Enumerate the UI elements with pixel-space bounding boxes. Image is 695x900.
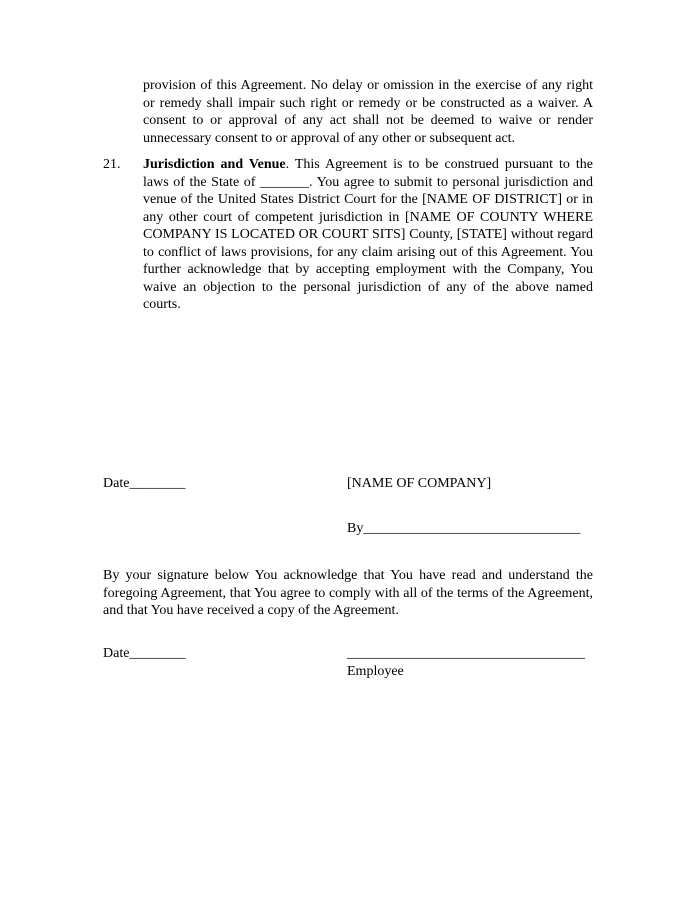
section-21-heading: Jurisdiction and Venue: [143, 157, 286, 172]
section-21-paragraph: [143, 156, 593, 314]
employee-signee-label: Employee: [347, 663, 404, 679]
company-by-label: By: [347, 521, 364, 536]
company-by-line: [347, 520, 580, 538]
company-signature-blank[interactable]: _______________________________: [363, 521, 581, 536]
employee-date-blank[interactable]: ________: [129, 646, 186, 661]
company-date-label: Date: [103, 476, 130, 491]
employee-signature-block: [347, 645, 585, 680]
company-date-blank[interactable]: ________: [129, 476, 186, 491]
section-21-body: . This Agreement is to be construed pursuant to the laws of the State of _______. You agree to submit to personal jurisdiction and venue of the United States District Court for the [NAME OF DISTRICT] or in any other court of competent jurisdiction in [NAME OF COUNTY WHERE COMPANY IS LOCATED OR COURT SITS] County, [STATE] without regard to conflict of laws provisions, for any claim arising out of this Agreement. You further acknowledge that by accepting employment with the Company, You waive an objection to the personal jurisdiction of any of the above named courts.: [143, 157, 593, 312]
section-21-number: 21.: [103, 157, 121, 172]
company-date-line: [103, 475, 185, 493]
company-name-placeholder: [NAME OF COMPANY]: [347, 476, 492, 491]
employee-signature-blank[interactable]: __________________________________: [347, 646, 585, 661]
employee-date-label: Date: [103, 646, 130, 661]
waiver-continuation-paragraph: provision of this Agreement. No delay or omission in the exercise of any right or remedy shall impair such right or remedy or be constructed as a waiver. A consent to or approval of any act shall not be deemed to waive or render unnecessary consent to or approval of any other or subsequent act.: [143, 78, 593, 146]
employee-date-line: [103, 645, 185, 663]
acknowledgment-paragraph: By your signature below You acknowledge that You have read and understand the foregoing Agreement, that You agree to comply with all of the terms of the Agreement, and that You have received a copy of the Agreement.: [103, 568, 593, 618]
